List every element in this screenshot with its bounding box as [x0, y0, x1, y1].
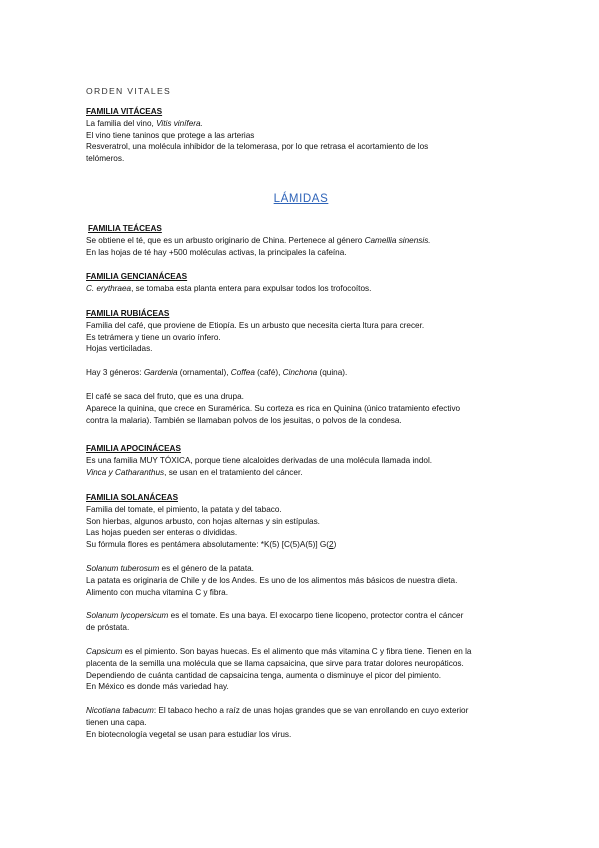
text-line: Es una familia MUY TÓXICA, porque tiene alcaloides derivadas de una molécula llamada indol. — [86, 455, 433, 465]
text-line: Es tetrámera y tiene un ovario ínfero. — [86, 332, 221, 342]
text-line: contra la malaria). También se llamaban polvos de los jesuitas, o polvos de la condesa. — [86, 415, 402, 425]
text-line — [86, 646, 516, 658]
text-line: En México es donde más variedad hay. — [86, 682, 229, 692]
text-line: Familia del café, que proviene de Etiopía. Es un arbusto que necesita cierta ltura para crecer. — [86, 320, 425, 330]
floral-formula — [86, 539, 516, 551]
text-span: es el género de la patata. — [159, 563, 254, 573]
text-line: El vino tiene taninos que protege a las arterias — [86, 130, 255, 140]
text-line — [86, 467, 516, 479]
heading-teaceas: FAMILIA TEÁCEAS — [88, 224, 162, 233]
text-line — [86, 610, 516, 622]
heading-solanaceas: FAMILIA SOLANÁCEAS — [86, 493, 179, 502]
text-span: (ornamental), — [177, 368, 231, 378]
heading-gencianaceas: FAMILIA GENCIANÁCEAS — [86, 272, 188, 281]
text-span: Se obtiene el té, que es un arbusto originario de China. Pertenece al género — [86, 235, 365, 245]
text-line — [86, 705, 516, 717]
text-line: tienen una capa. — [86, 717, 147, 727]
text-span: : El tabaco hecho a raíz de unas hojas grandes que se van enrollando en cuyo exterior — [153, 706, 469, 716]
text-line — [86, 367, 516, 379]
genus-name: Capsicum — [86, 646, 123, 656]
text-line: Dependiendo de cuánta cantidad de capsaicina tenga, aumenta o disminuye el picor del pimiento. — [86, 670, 442, 680]
species-name: C. erythraea — [86, 283, 132, 293]
genus-name: Vinca y Catharanthus — [86, 467, 165, 477]
genus-name: Cinchona — [282, 368, 318, 378]
section-rubiaceas — [86, 308, 516, 426]
text-line: placenta de la semilla una molécula que se llama capsaicina, que sirve para tratar dolores neuropáticos. — [86, 658, 464, 668]
text-line: telómeros. — [86, 154, 125, 164]
text-span: Su fórmula flores es pentámera absolutamente: *K(5) [C(5)A(5)] G( — [86, 540, 329, 550]
text-line: Las hojas pueden ser enteras o divididas. — [86, 528, 238, 538]
species-name: Vitis vinífera. — [156, 118, 203, 128]
text-line: de próstata. — [86, 623, 130, 633]
section-apocinaceas — [86, 443, 516, 478]
section-gencianaceas — [86, 271, 516, 295]
text-span: es el tomate. Es una baya. El exocarpo tiene licopeno, protector contra el cáncer — [168, 611, 464, 621]
text-line: Resveratrol, una molécula inhibidor de la telomerasa, por lo que retrasa el acortamiento de los — [86, 142, 429, 152]
text-line: En biotecnología vegetal se usan para estudiar los virus. — [86, 729, 292, 739]
heading-apocinaceas: FAMILIA APOCINÁCEAS — [86, 444, 181, 453]
text-line: Hojas verticiladas. — [86, 344, 153, 354]
text-line: Familia del tomate, el pimiento, la patata y del tabaco. — [86, 504, 282, 514]
genus-name: Coffea — [230, 368, 255, 378]
text-line: En las hojas de té hay +500 moléculas activas, la principales la cafeína. — [86, 247, 347, 257]
section-solanaceas — [86, 492, 516, 741]
heading-vitaceas: FAMILIA VITÁCEAS — [86, 107, 163, 116]
text-span: , se tomaba esta planta entera para expulsar todos los trofocoítos. — [131, 283, 372, 293]
section-vitaceas — [86, 106, 516, 165]
text-span: Hay 3 géneros: — [86, 368, 144, 378]
text-line: Son hierbas, algunos arbusto, con hojas alternas y sin estípulas. — [86, 516, 320, 526]
section-teaceas — [86, 223, 516, 258]
species-name: Nicotiana tabacum — [86, 706, 154, 716]
text-line: La patata es originaria de Chile y de los Andes. Es uno de los alimentos más básicos de nuestra dieta. — [86, 575, 458, 585]
text-line: El café se saca del fruto, que es una drupa. — [86, 391, 244, 401]
species-name: Solanum tuberosum — [86, 563, 160, 573]
section-title-lamidas: LÁMIDAS — [273, 193, 329, 205]
text-span: es el pimiento. Son bayas huecas. Es el alimento que más vitamina C y fibra tiene. Tienen en la — [122, 646, 472, 656]
text-span: La familia del vino, — [86, 118, 157, 128]
text-span: (café), — [254, 368, 283, 378]
text-span: (quina). — [317, 368, 348, 378]
text-line: Alimento con mucha vitamina C y fibra. — [86, 587, 228, 597]
text-span: , se usan en el tratamiento del cáncer. — [164, 467, 303, 477]
species-name: Solanum lycopersicum — [86, 611, 169, 621]
text-span: ) — [333, 540, 337, 550]
text-span: 2 — [329, 540, 334, 550]
genus-name: Gardenia — [143, 368, 178, 378]
text-line — [86, 118, 516, 130]
text-line: Aparece la quinina, que crece en Suramérica. Su corteza es rica en Quinina (único tratamiento efectivo — [86, 403, 461, 413]
text-line — [86, 283, 516, 295]
text-line — [86, 235, 516, 247]
species-name: Camellia sinensis. — [364, 235, 431, 245]
heading-rubiaceas: FAMILIA RUBIÁCEAS — [86, 309, 170, 318]
order-title: ORDEN VITALES — [86, 86, 172, 96]
text-line — [86, 563, 516, 575]
